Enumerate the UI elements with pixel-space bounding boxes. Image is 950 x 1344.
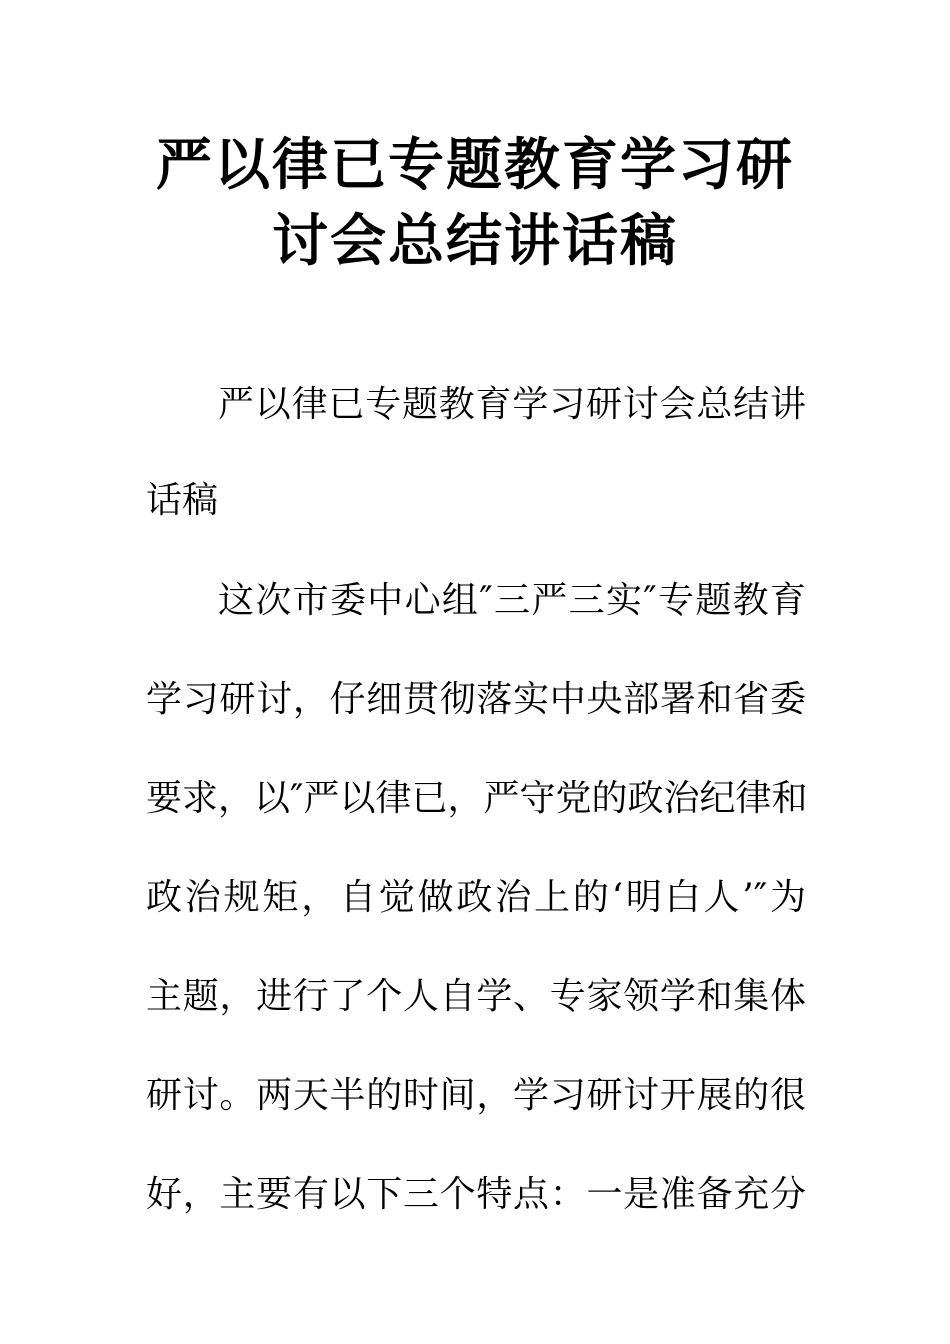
document-title-line-1: 严以律已专题教育学习研 (156, 133, 794, 198)
body-line: 研讨。两天半的时间，学习研讨开展的很 (146, 1075, 806, 1116)
body-line: 政治规矩，自觉做政治上的‘明白人’″为 (146, 877, 806, 918)
body-line: 这次市委中心组″三严三实″专题教育 (218, 580, 806, 621)
body-line: 学习研讨，仔细贯彻落实中央部署和省委 (146, 679, 806, 720)
body-line: 主题，进行了个人自学、专家领学和集体 (146, 976, 806, 1017)
body-line: 话稿 (146, 480, 219, 521)
body-line: 要求，以″严以律已，严守党的政治纪律和 (146, 778, 808, 819)
document-title-line-2: 讨会总结讲话稿 (272, 209, 678, 274)
body-line: 严以律已专题教育学习研讨会总结讲 (218, 384, 806, 425)
body-line: 好，主要有以下三个特点：一是准备充分 (146, 1174, 806, 1215)
